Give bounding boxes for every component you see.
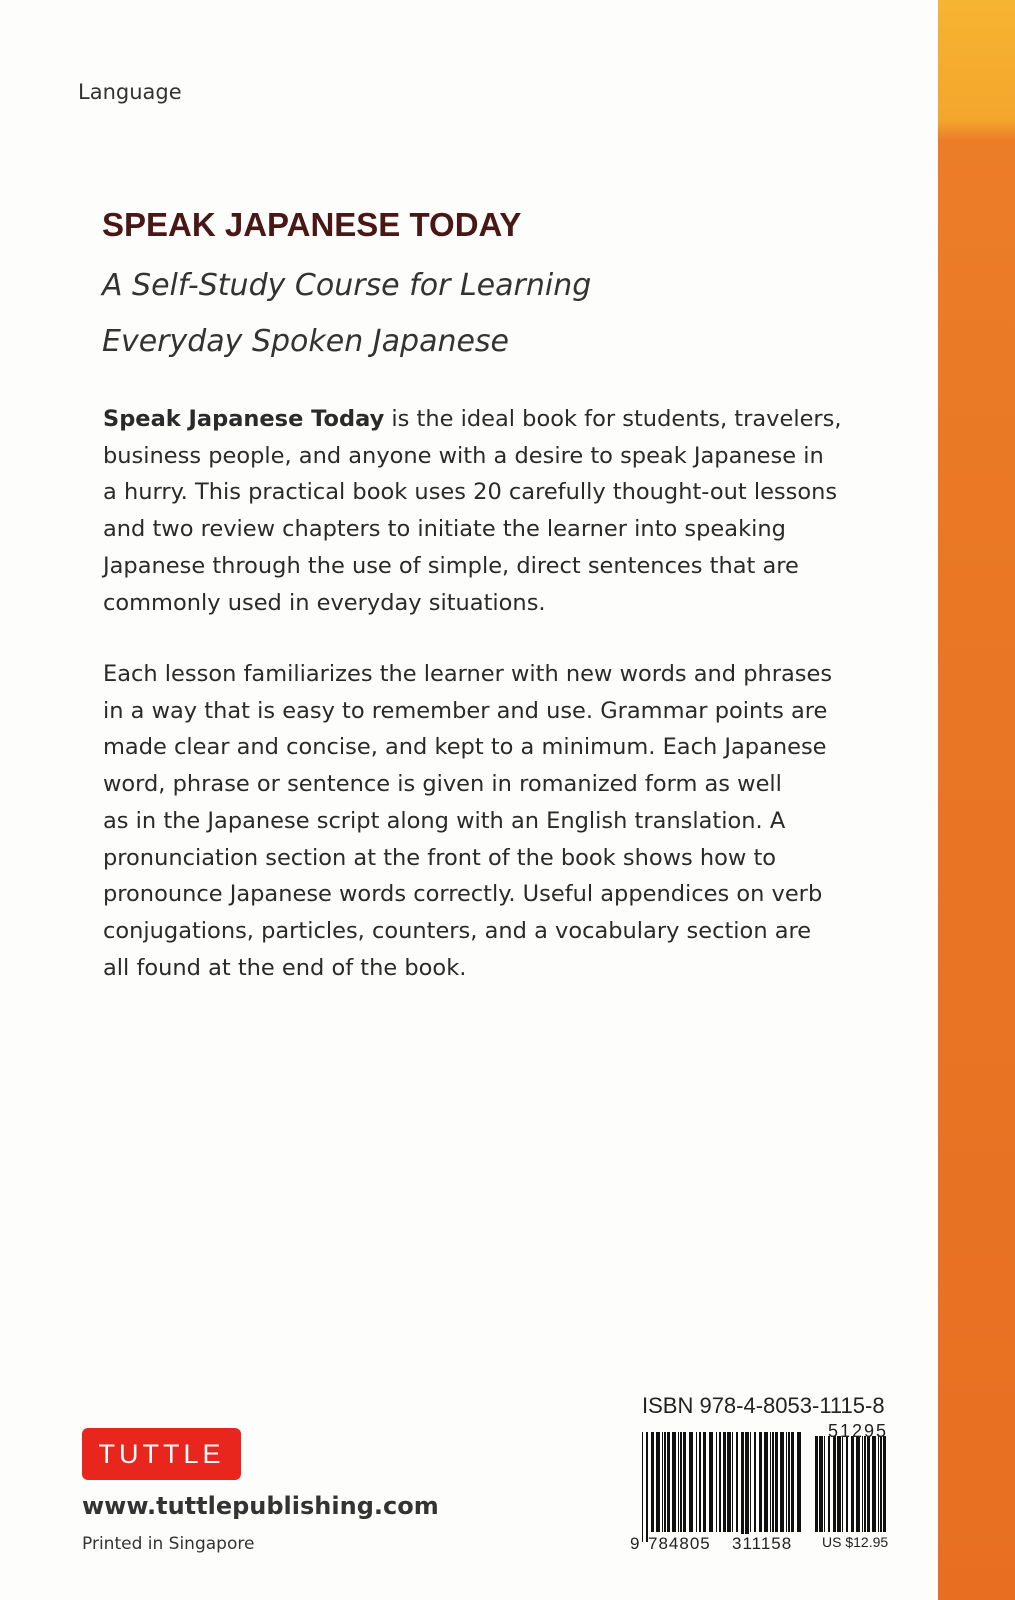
subtitle-line-1: A Self-Study Course for Learning <box>102 268 592 303</box>
para1-line-5: Japanese through the use of simple, direct sentences that are <box>103 552 799 579</box>
barcode-digit-lead: 9 <box>630 1534 640 1553</box>
price-label: US $12.95 <box>822 1534 889 1550</box>
description-paragraph-1 <box>103 401 893 621</box>
para1-line-2: business people, and anyone with a desire to speak Japanese in <box>103 442 824 469</box>
barcode-digits-left: 784805 <box>648 1534 711 1553</box>
book-spine <box>938 0 1015 1600</box>
description-paragraph-2 <box>103 656 893 986</box>
book-title: SPEAK JAPANESE TODAY <box>102 206 522 243</box>
book-name-bold: Speak Japanese Today <box>103 406 385 432</box>
barcode-addon-bars <box>815 1436 886 1532</box>
publisher-url[interactable]: www.tuttlepublishing.com <box>82 1492 439 1520</box>
para2-line-6: pronunciation section at the front of the book shows how to <box>103 844 777 871</box>
para2-line-1: Each lesson familiarizes the learner with new words and phrases <box>103 661 833 687</box>
price-code: 51295 <box>828 1421 889 1441</box>
book-subtitle <box>102 258 802 370</box>
para2-line-5: as in the Japanese script along with an English translation. A <box>103 807 786 834</box>
para2-line-7: pronounce Japanese words correctly. Useful appendices on verb <box>103 881 823 908</box>
para1-line-4: and two review chapters to initiate the learner into speaking <box>103 516 786 543</box>
para2-line-4: word, phrase or sentence is given in romanized form as well <box>103 771 782 798</box>
tuttle-logo: TUTTLE <box>82 1428 241 1480</box>
para1-line-6: commonly used in everyday situations. <box>103 589 546 616</box>
para2-line-3: made clear and concise, and kept to a minimum. Each Japanese <box>103 734 827 761</box>
para1-line-3: a hurry. This practical book uses 20 carefully thought-out lessons <box>103 479 838 506</box>
para2-line-8: conjugations, particles, counters, and a vocabulary section are <box>103 917 812 944</box>
printed-in-label: Printed in Singapore <box>82 1534 255 1554</box>
para2-line-9: all found at the end of the book. <box>103 954 467 981</box>
subtitle-line-2: Everyday Spoken Japanese <box>102 324 510 359</box>
para1-line-1: Speak Japanese Today is the ideal book for students, travelers, <box>103 406 842 432</box>
barcode-main-bars <box>642 1432 801 1542</box>
category-label: Language <box>78 80 182 104</box>
barcode-digits-right: 311158 <box>732 1534 793 1553</box>
para2-line-2: in a way that is easy to remember and use. Grammar points are <box>103 697 828 724</box>
isbn-label: ISBN 978-4-8053-1115-8 <box>642 1393 885 1418</box>
